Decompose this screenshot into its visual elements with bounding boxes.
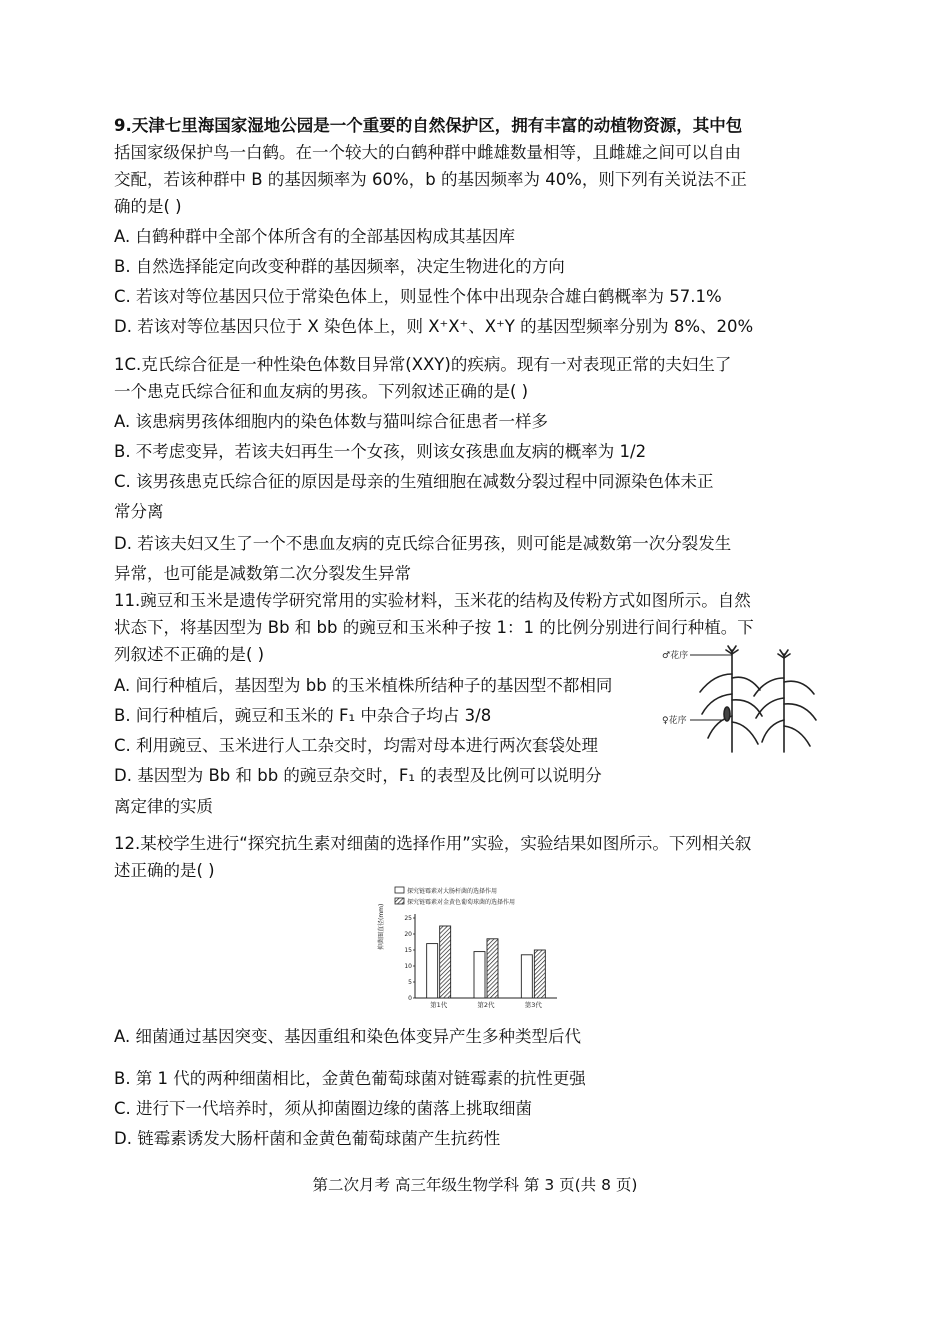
chart-y-tick-label: 20 [404, 931, 412, 938]
q12-stem-line1: 12.某校学生进行“探究抗生素对细菌的选择作用”实验，实验结果如图所示。下列相关叙 [114, 834, 752, 853]
q11-stem-line3: 列叙述不正确的是( ) [114, 645, 265, 664]
chart-y-tick-label: 10 [404, 963, 412, 970]
q9-option-b: B. 自然选择能定向改变种群的基因频率，决定生物进化的方向 [114, 257, 565, 276]
bar-s-aureus-1 [440, 926, 451, 998]
q9-option-a: A. 白鹤种群中全部个体所含有的全部基因构成其基因库 [114, 227, 515, 246]
bar-e-coli-2 [474, 952, 485, 998]
q12-stem-line2: 述正确的是( ) [114, 861, 215, 880]
corn-plant-figure [662, 644, 822, 754]
chart-y-ticks [404, 915, 415, 1002]
q11-option-b: B. 间行种植后，豌豆和玉米的 F₁ 中杂合子均占 3/8 [114, 706, 492, 725]
chart-x-category-label: 第3代 [524, 1001, 542, 1009]
q9-stem-line3: 交配，若该种群中 B 的基因频率为 60%，b 的基因频率为 40%，则下列有关说法不正 [114, 170, 747, 189]
legend-label-e-coli: 探究链霉素对大肠杆菌的选择作用 [407, 888, 498, 895]
q9-stem-line2: 括国家级保护鸟一白鹤。在一个较大的白鹤种群中雌雄数量相等，且雌雄之间可以自由 [114, 143, 741, 162]
q10-stem-line1: 1C.克氏综合征是一种性染色体数目异常(XXY)的疾病。现有一对表现正常的夫妇生了 [114, 355, 732, 374]
q12-option-d: D. 链霉素诱发大肠杆菌和金黄色葡萄球菌产生抗药性 [114, 1129, 501, 1148]
q11-stem-line2: 状态下，将基因型为 Bb 和 bb 的豌豆和玉米种子按 1：1 的比例分别进行间行种植。下 [114, 618, 754, 637]
chart-y-tick-label: 0 [408, 995, 412, 1002]
q10-option-b: B. 不考虑变异，若该夫妇再生一个女孩，则该女孩患血友病的概率为 1/2 [114, 442, 647, 461]
chart-legend [395, 887, 515, 906]
q12-option-c: C. 进行下一代培养时，须从抑菌圈边缘的菌落上挑取细菌 [114, 1099, 533, 1118]
q10-option-c-line1: C. 该男孩患克氏综合征的原因是母亲的生殖细胞在减数分裂过程中同源染色体未正 [114, 472, 714, 491]
chart-y-tick-label: 25 [404, 915, 412, 922]
q10-option-d-line1: D. 若该夫妇又生了一个不患血友病的克氏综合征男孩，则可能是减数第一次分裂发生 [114, 534, 732, 553]
q10-option-d-line2: 异常，也可能是减数第二次分裂发生异常 [114, 564, 411, 583]
q10-option-c-line2: 常分离 [114, 502, 164, 521]
q9-stem-line1: 9.天津七里海国家湿地公园是一个重要的自然保护区，拥有丰富的动植物资源，其中包 [114, 116, 743, 135]
antibiotic-selection-chart [378, 882, 565, 1014]
q9-option-d: D. 若该对等位基因只位于 X 染色体上，则 X⁺X⁺、X⁺Y 的基因型频率分别为 8%、20% [114, 317, 754, 336]
q11-option-d-line1: D. 基因型为 Bb 和 bb 的豌豆杂交时，F₁ 的表型及比例可以说明分 [114, 766, 602, 785]
legend-label-s-aureus: 探究链霉素对金黄色葡萄球菌的选择作用 [407, 899, 516, 906]
chart-bars [427, 926, 546, 998]
bar-e-coli-3 [521, 955, 532, 998]
q10-option-a: A. 该患病男孩体细胞内的染色体数与猫叫综合征患者一样多 [114, 412, 548, 431]
q12-option-b: B. 第 1 代的两种细菌相比，金黄色葡萄球菌对链霉素的抗性更强 [114, 1069, 586, 1088]
female-inflorescence-label: ♀花序 [662, 716, 687, 726]
chart-x-categories [430, 1000, 542, 1009]
q9-stem-line4: 确的是( ) [114, 197, 182, 216]
q10-stem-line2: 一个患克氏综合征和血友病的男孩。下列叙述正确的是( ) [114, 382, 529, 401]
chart-x-category-label: 第2代 [477, 1001, 495, 1009]
q9-option-c: C. 若该对等位基因只位于常染色体上，则显性个体中出现杂合雄白鹤概率为 57.1% [114, 287, 722, 306]
chart-y-axis-label: 抑菌圈直径(mm) [378, 903, 385, 950]
bar-e-coli-1 [427, 944, 438, 998]
page-footer: 第二次月考 高三年级生物学科 第 3 页(共 8 页) [312, 1176, 638, 1194]
male-inflorescence-label: ♂花序 [662, 651, 689, 661]
q11-stem-line1: 11.豌豆和玉米是遗传学研究常用的实验材料，玉米花的结构及传粉方式如图所示。自然 [114, 591, 751, 610]
chart-x-category-label: 第1代 [430, 1001, 448, 1009]
q11-option-c: C. 利用豌豆、玉米进行人工杂交时，均需对母本进行两次套袋处理 [114, 736, 599, 755]
chart-y-tick-label: 15 [404, 947, 412, 954]
legend-swatch-s-aureus [395, 898, 404, 904]
q12-option-a: A. 细菌通过基因突变、基因重组和染色体变异产生多种类型后代 [114, 1027, 581, 1046]
q11-option-a: A. 间行种植后，基因型为 bb 的玉米植株所结种子的基因型不都相同 [114, 676, 613, 695]
bar-s-aureus-3 [534, 950, 545, 998]
legend-swatch-e-coli [395, 887, 404, 893]
chart-y-tick-label: 5 [408, 979, 412, 986]
corn-plant-right [754, 650, 816, 752]
q11-option-d-line2: 离定律的实质 [114, 797, 213, 816]
bar-s-aureus-2 [487, 939, 498, 998]
corn-plant-left [700, 646, 762, 752]
